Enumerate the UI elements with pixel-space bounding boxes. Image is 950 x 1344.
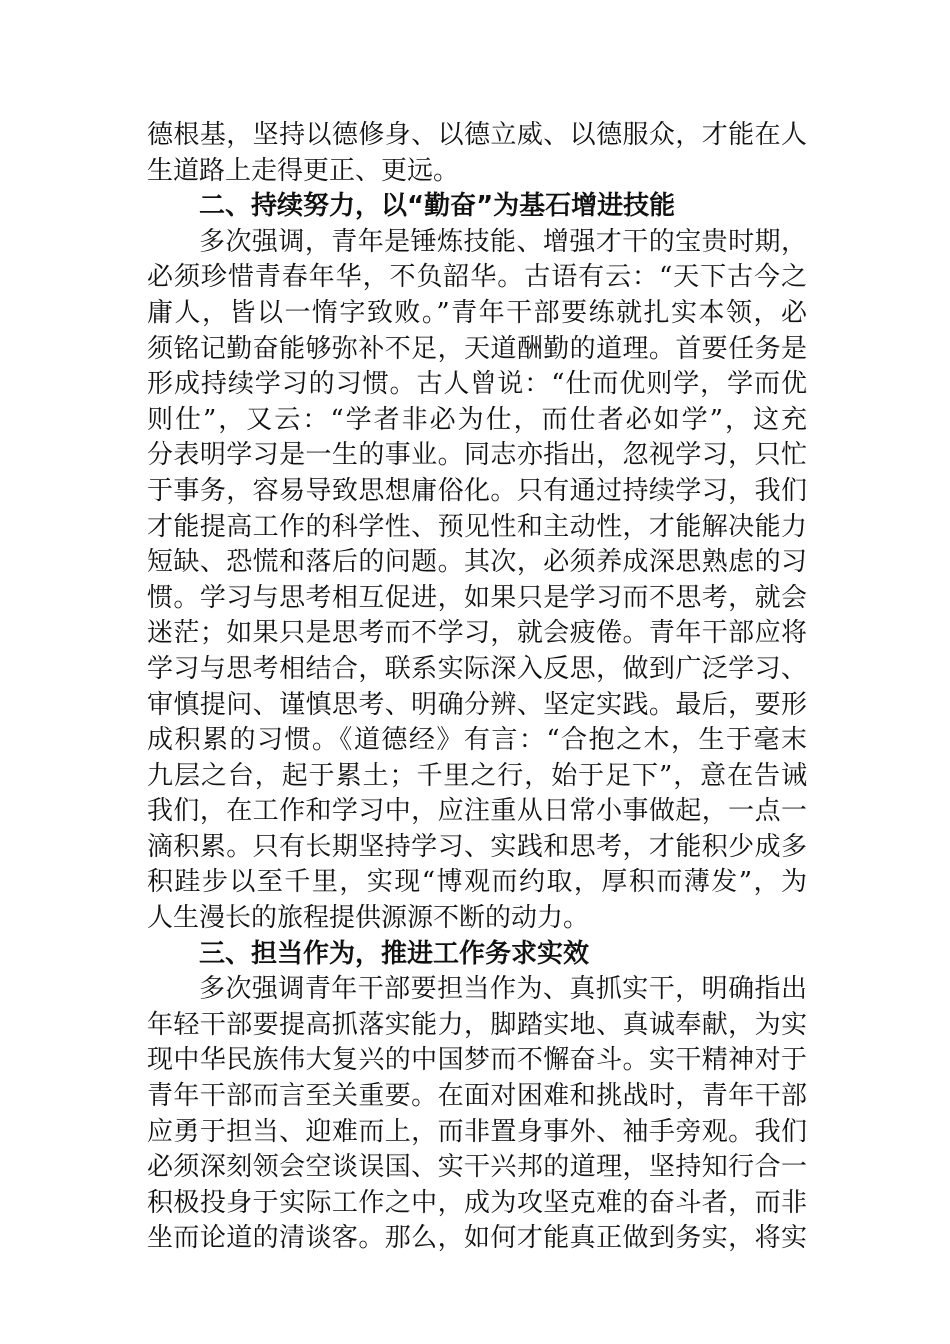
text-line: 生道路上走得更正、更远。 — [147, 155, 460, 186]
text-line: 多次强调青年干部要担当作为、真抓实干，明确指出 — [199, 974, 807, 1005]
text-line: 学习与思考相结合，联系实际深入反思，做到广泛学习、 — [147, 653, 807, 684]
text-line: 积极投身于实际工作之中，成为攻坚克难的奋斗者，而非 — [147, 1187, 807, 1218]
text-line: 须铭记勤奋能够弥补不足，天道酬勤的道理。首要任务是 — [147, 333, 807, 364]
text-line: 必须深刻领会空谈误国、实干兴邦的道理，坚持知行合一 — [147, 1152, 807, 1183]
section-heading: 三、担当作为，推进工作务求实效 — [199, 938, 590, 969]
text-line: 必须珍惜青春年华，不负韶华。古语有云：“天下古今之 — [147, 262, 807, 293]
text-line: 积跬步以至千里，实现“博观而约取，厚积而薄发”，为 — [147, 867, 807, 898]
text-line: 年轻干部要提高抓落实能力，脚踏实地、真诚奉献，为实 — [147, 1009, 807, 1040]
text-line: 分表明学习是一生的事业。同志亦指出，忽视学习，只忙 — [147, 440, 807, 471]
text-line: 青年干部而言至关重要。在面对困难和挑战时，青年干部 — [147, 1081, 807, 1112]
text-line: 庸人，皆以一惰字致败。”青年干部要练就扎实本领，必 — [147, 297, 807, 328]
text-line: 才能提高工作的科学性、预见性和主动性，才能解决能力 — [147, 511, 807, 542]
text-line: 审慎提问、谨慎思考、明确分辨、坚定实践。最后，要形 — [147, 689, 807, 720]
text-line: 坐而论道的清谈客。那么，如何才能真正做到务实，将实 — [147, 1223, 807, 1254]
text-line: 形成持续学习的习惯。古人曾说：“仕而优则学，学而优 — [147, 369, 807, 400]
document-page — [147, 118, 807, 1257]
text-line: 惯。学习与思考相互促进，如果只是学习而不思考，就会 — [147, 582, 807, 613]
text-line: 于事务，容易导致思想庸俗化。只有通过持续学习，我们 — [147, 475, 807, 506]
text-line: 九层之台，起于累土；千里之行，始于足下”，意在告诫 — [147, 760, 807, 791]
text-line: 德根基，坚持以德修身、以德立威、以德服众，才能在人 — [147, 120, 807, 150]
text-line: 短缺、恐慌和落后的问题。其次，必须养成深思熟虑的习 — [147, 547, 807, 578]
text-line: 人生漫长的旅程提供源源不断的动力。 — [147, 903, 590, 934]
text-line: 迷茫；如果只是思考而不学习，就会疲倦。青年干部应将 — [147, 618, 807, 649]
section-heading: 二、持续努力，以“勤奋”为基石增进技能 — [199, 191, 676, 222]
text-line: 滴积累。只有长期坚持学习、实践和思考，才能积少成多 — [147, 831, 807, 862]
text-line: 则仕”，又云：“学者非必为仕，而仕者必如学”，这充 — [147, 404, 807, 435]
text-line: 成积累的习惯。《道德经》有言：“合抱之木，生于毫末 — [147, 725, 807, 756]
text-line: 应勇于担当、迎难而上，而非置身事外、袖手旁观。我们 — [147, 1116, 807, 1147]
text-line: 我们，在工作和学习中，应注重从日常小事做起，一点一 — [147, 796, 807, 827]
text-line: 多次强调，青年是锤炼技能、增强才干的宝贵时期， — [199, 226, 807, 257]
text-line: 现中华民族伟大复兴的中国梦而不懈奋斗。实干精神对于 — [147, 1045, 807, 1076]
